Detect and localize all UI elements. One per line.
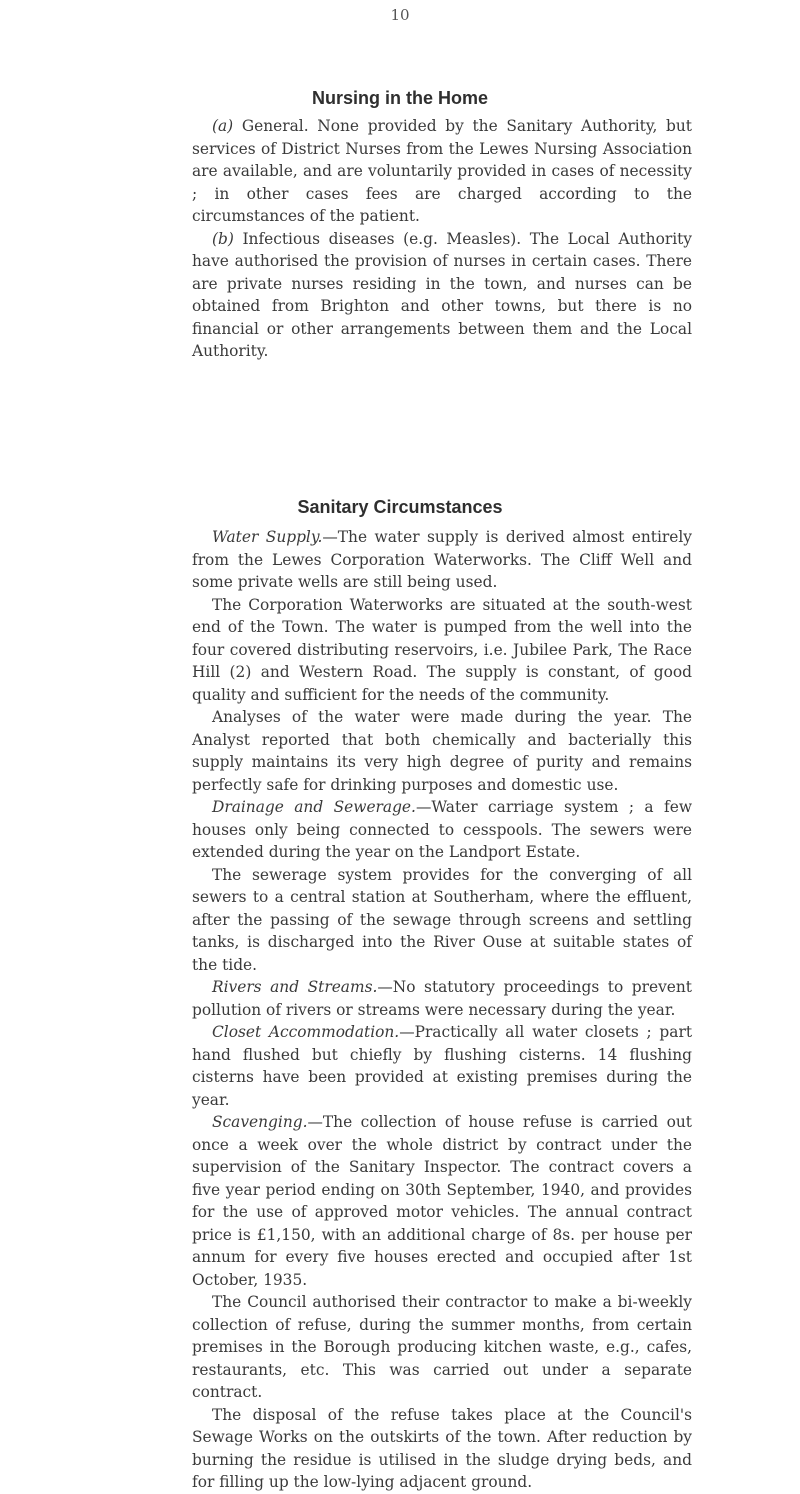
- paragraph: [192, 1111, 692, 1291]
- paragraph-text: General. None provided by the Sanitary Authority, but services of District Nurses from the Lewes Nursing Association are available, and are voluntarily provided in cases of necessity ; in other cases fees are charged according to the circumstances of the patient.: [192, 117, 692, 225]
- paragraph: [192, 864, 692, 977]
- paragraph-text: The sewerage system provides for the converging of all sewers to a central station at Southerham, where the effluent, after the passing of the sewage through screens and settling tanks, is discharged into the River Ouse at suitable states of the tide.: [192, 865, 692, 974]
- paragraph: [192, 1021, 692, 1111]
- paragraph: [192, 1291, 692, 1404]
- paragraph-text: Analyses of the water were made during the year. The Analyst reported that both chemically and bacterially this supply maintains its very high degree of purity and remains perfectly safe for drinking purposes and domestic use.: [192, 708, 692, 794]
- paragraph: [192, 796, 692, 864]
- paragraph: [192, 706, 692, 796]
- paragraph-text: —The water supply is derived almost entirely from the Lewes Corporation Waterworks. The Cliff Well and some private wells are still being used.: [192, 528, 692, 591]
- paragraph-label: (a): [212, 117, 234, 135]
- paragraph-label: Rivers and Streams.: [212, 978, 378, 996]
- paragraph-text: The Corporation Waterworks are situated at the south-west end of the Town. The water is pumped from the well into the four covered distributing reservoirs, i.e. Jubilee Park, The Race Hill (2) and Western Road. The supply is constant, of good quality and sufficient for the needs of the community.: [192, 595, 692, 704]
- paragraph-text: —The collection of house refuse is carried out once a week over the whole district by contract under the supervision of the Sanitary Inspector. The contract covers a five year period ending on 30th September, 1940, and provides for the use of approved motor vehicles. The annual contract price is £1,150, with an additional charge of 8s. per house per annum for every five houses erected and occupied after 1st October, 1935.: [192, 1113, 692, 1289]
- page-number: 10: [390, 6, 410, 24]
- paragraph: [192, 976, 692, 1021]
- nursing-body: [192, 115, 692, 363]
- paragraph-label: (b): [212, 229, 234, 248]
- paragraph-text: The disposal of the refuse takes place at the Council's Sewage Works on the outskirts of the town. After reduction by burning the residue is utilised in the sludge drying beds, and for filling up the low-lying adjacent ground.: [192, 1405, 692, 1491]
- section-heading-nursing: Nursing in the Home: [311, 88, 488, 108]
- paragraph: [192, 594, 692, 707]
- paragraph-text: —No statutory proceedings to prevent pollution of rivers or streams were necessary during the year.: [192, 978, 692, 1019]
- paragraph: [192, 1404, 692, 1494]
- paragraph-text: —Water carriage system ; a few houses only being connected to cesspools. The sewers were extended during the year on the Landport Estate.: [192, 798, 692, 861]
- paragraph: [192, 228, 692, 363]
- paragraph-label: Closet Accommodation.: [212, 1023, 400, 1041]
- paragraph-label: Water Supply.: [212, 528, 323, 546]
- sanitary-body: [192, 526, 692, 1494]
- paragraph-text: The Council authorised their contractor to make a bi-weekly collection of refuse, during the summer months, from certain premises in the Borough producing kitchen waste, e.g., cafes, restaurants, etc. This was carried out under a separate contract.: [192, 1293, 692, 1401]
- paragraph-label: Scavenging.: [212, 1113, 308, 1131]
- paragraph: [192, 526, 692, 594]
- paragraph-text: Infectious diseases (e.g. Measles). The Local Authority have authorised the provision of nurses in certain cases. There are private nurses residing in the town, and nurses can be obtained from Brighton and other towns, but there is no financial or other arrangements between them and the Local Authority.: [192, 229, 692, 360]
- section-heading-sanitary: Sanitary Circumstances: [297, 497, 503, 517]
- paragraph-label: Drainage and Sewerage.: [212, 798, 416, 816]
- paragraph-text: —Practically all water closets ; part hand flushed but chiefly by flushing cisterns. 14 flushing cisterns have been provided at existing premises during the year.: [192, 1023, 693, 1109]
- paragraph: [192, 115, 692, 228]
